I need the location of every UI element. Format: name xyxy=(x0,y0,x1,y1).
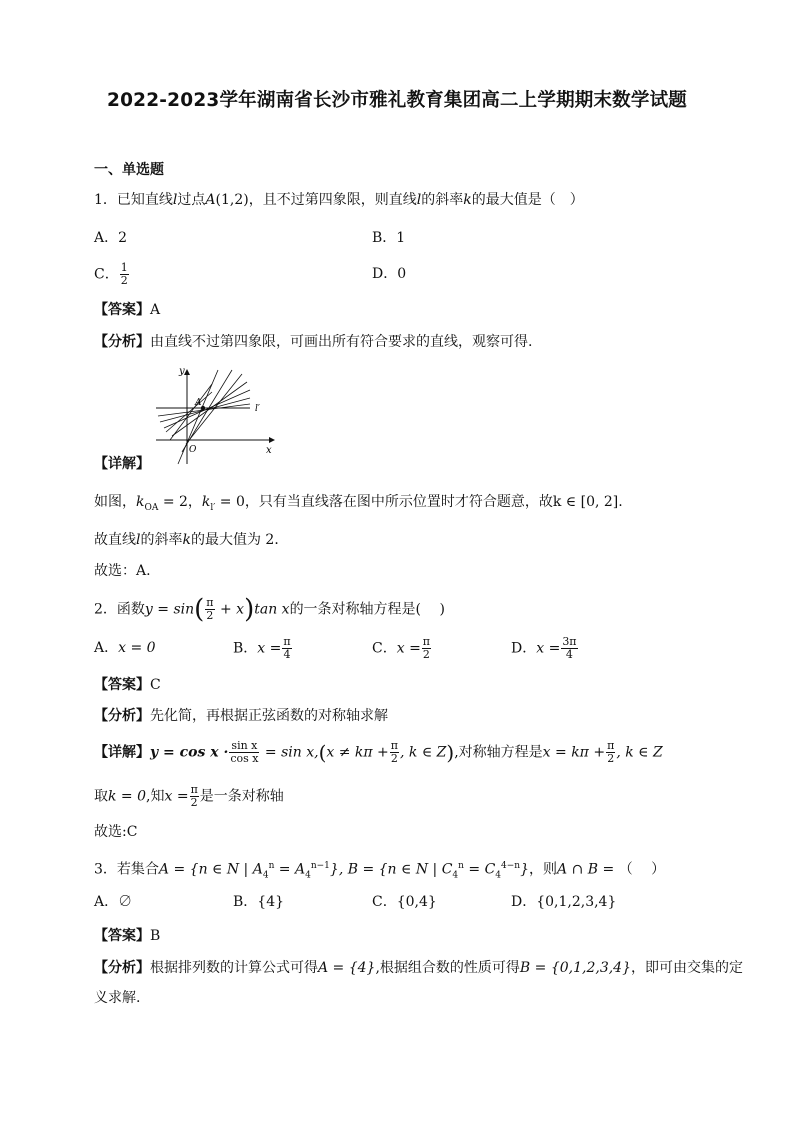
q2-option-d: D．x = $\frac{3\pi}{4}$ xyxy=(511,635,577,661)
graph-label-a: A xyxy=(195,398,202,408)
q3-option-a: A．∅ xyxy=(94,894,133,910)
q1-analysis: 【分析】由直线不过第四象限，可画出所有符合要求的直线，观察可得. xyxy=(94,334,533,350)
q2-option-a: A．x = 0 xyxy=(94,640,156,656)
q1-stem: 1．已知直线l过点A(1,2)，且不过第四象限，则直线l的斜率k的最大值是（ ） xyxy=(94,192,584,208)
q1-detail-line2: 故直线l的斜率k的最大值为 2． xyxy=(94,532,289,548)
q2-answer: 【答案】C xyxy=(94,677,161,693)
q3-option-d: D．{0,1,2,3,4} xyxy=(511,894,617,910)
q2-detail: 【详解】y = cos x · $\frac{\text{sin x}}{\text{cos x}}$ = sin x,(x ≠ kπ + $\frac{\pi}{2}$ , k ∈ Z),对称轴方程是x = kπ + $\frac{\pi}{2}$ , k ∈ Z xyxy=(94,739,663,765)
q3-answer: 【答案】B xyxy=(94,928,161,944)
q1-option-d: D．0 xyxy=(372,266,407,282)
q3-option-b: B．{4} xyxy=(233,894,285,910)
q3-analysis-cont: 义求解. xyxy=(94,990,141,1006)
slope-lines xyxy=(158,370,250,464)
q1-option-b: B．1 xyxy=(372,230,406,246)
q1-option-c: C． $\frac{1}{2}$ xyxy=(94,261,128,287)
graph-label-x: x xyxy=(266,445,272,456)
graph-label-y: y xyxy=(179,366,185,377)
section-heading: 一、单选题 xyxy=(94,162,164,178)
q3-option-c: C．{0,4} xyxy=(372,894,437,910)
q1-detail-tag: 【详解】 xyxy=(94,456,150,472)
q2-stem: 2．函数y = sin( $\frac{\pi}{2}$ + x)tan x的一条对称轴方程是( ) xyxy=(94,594,445,625)
q3-analysis: 【分析】根据排列数的计算公式可得A = {4},根据组合数的性质可得B = {0,1,2,3,4}，即可由交集的定 xyxy=(94,960,743,976)
q1-choose: 故选：A. xyxy=(94,563,151,579)
q2-take: 取k = 0,知x = $\frac{\pi}{2}$ 是一条对称轴 xyxy=(94,783,284,809)
q1-option-a: A．2 xyxy=(94,230,128,246)
q2-choose: 故选:C xyxy=(94,824,138,840)
page-title: 2022-2023学年湖南省长沙市雅礼教育集团高二上学期期末数学试题 xyxy=(107,90,687,111)
q2-analysis: 【分析】先化简，再根据正弦函数的对称轴求解 xyxy=(94,708,388,724)
graph-label-l-prime: l′ xyxy=(255,404,260,414)
q1-detail-line1: 如图，$k_{OA} = 2$，$k_{l'} = 0$，只有当直线落在图中所示位置时才符合题意，故k ∈ [0, 2]. xyxy=(94,494,623,513)
q1-answer: 【答案】A xyxy=(94,302,161,318)
q3-stem: 3．若集合A = {n ∈ N | $A_4^n = A_4^{n-1}$}, B = {n ∈ N | $C_4^n = C_4^{4-n}$}，则A ∩ B = （ ） xyxy=(94,861,666,881)
q2-option-c: C．x = $\frac{\pi}{2}$ xyxy=(372,635,431,661)
q1-slope-graph xyxy=(152,364,278,466)
graph-label-origin: O xyxy=(189,445,197,455)
q2-option-b: B．x = $\frac{\pi}{4}$ xyxy=(233,635,291,661)
